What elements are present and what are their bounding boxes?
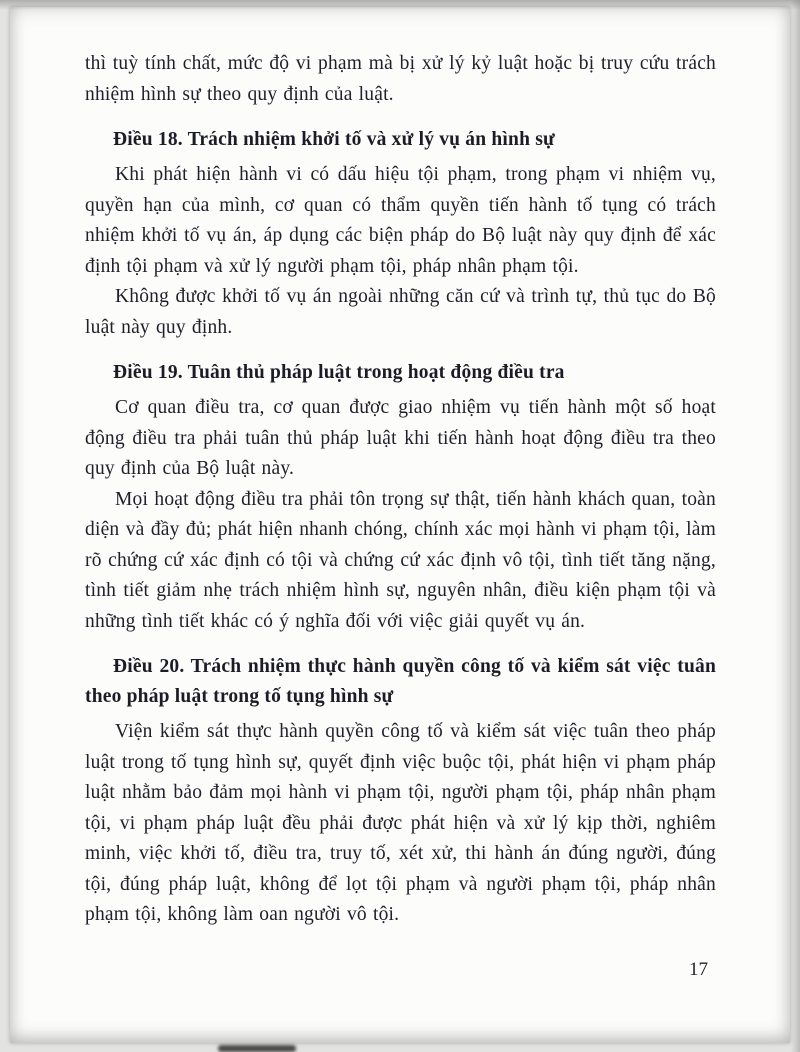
article-19-heading: Điều 19. Tuân thủ pháp luật trong hoạt động điều tra [113,362,565,383]
scan-edge-shadow-top [0,0,800,10]
article-20-paragraph-1: Viện kiểm sát thực hành quyền công tố và kiểm sát việc tuân theo pháp luật trong tố tụng hình sự, quyết định việc buộc tội, phát hiện vi phạm pháp luật nhằm bảo đảm mọi hành vi phạm tội, người phạm tội, pháp nhân phạm tội, vi phạm pháp luật đều phải được phát hiện và xử lý kịp thời, nghiêm minh, việc khởi tố, điều tra, truy tố, xét xử, thi hành án đúng người, đúng tội, đúng pháp luật, không để lọt tội phạm và người phạm tội, pháp nhân phạm tội, không làm oan người vô tội. [85,721,716,925]
article-18-paragraph-1: Khi phát hiện hành vi có dấu hiệu tội phạm, trong phạm vi nhiệm vụ, quyền hạn của mình, cơ quan có thẩm quyền tiến hành tố tụng có trách nhiệm khởi tố vụ án, áp dụng các biện pháp do Bộ luật này quy định để xác định tội phạm và xử lý người phạm tội, pháp nhân phạm tội. [85,164,716,277]
scan-smudge-artifact [218,1045,296,1052]
paragraph-continuation: thì tuỳ tính chất, mức độ vi phạm mà bị xử lý kỷ luật hoặc bị truy cứu trách nhiệm hình sự theo quy định của luật. [85,53,716,105]
document-page [10,7,790,1043]
article-19-paragraph-2: Mọi hoạt động điều tra phải tôn trọng sự thật, tiến hành khách quan, toàn diện và đầy đủ; phát hiện nhanh chóng, chính xác mọi hành vi phạm tội, làm rõ chứng cứ xác định có tội và chứng cứ xác định vô tội, tình tiết tăng nặng, tình tiết giảm nhẹ trách nhiệm hình sự, nguyên nhân, điều kiện phạm tội và những tình tiết khác có ý nghĩa đối với việc giải quyết vụ án. [85,488,716,632]
article-18-heading: Điều 18. Trách nhiệm khởi tố và xử lý vụ án hình sự [113,129,555,150]
page-number: 17 [689,959,708,980]
article-18-paragraph-2: Không được khởi tố vụ án ngoài những căn cứ và trình tự, thủ tục do Bộ luật này quy định. [85,286,716,338]
article-19-paragraph-1: Cơ quan điều tra, cơ quan được giao nhiệm vụ tiến hành một số hoạt động điều tra phải tuân thủ pháp luật khi tiến hành hoạt động điều tra theo quy định của Bộ luật này. [85,397,716,479]
scan-edge-shadow-right [791,0,800,1052]
article-20-heading: Điều 20. Trách nhiệm thực hành quyền công tố và kiểm sát việc tuân theo pháp luật trong tố tụng hình sự [85,656,716,707]
